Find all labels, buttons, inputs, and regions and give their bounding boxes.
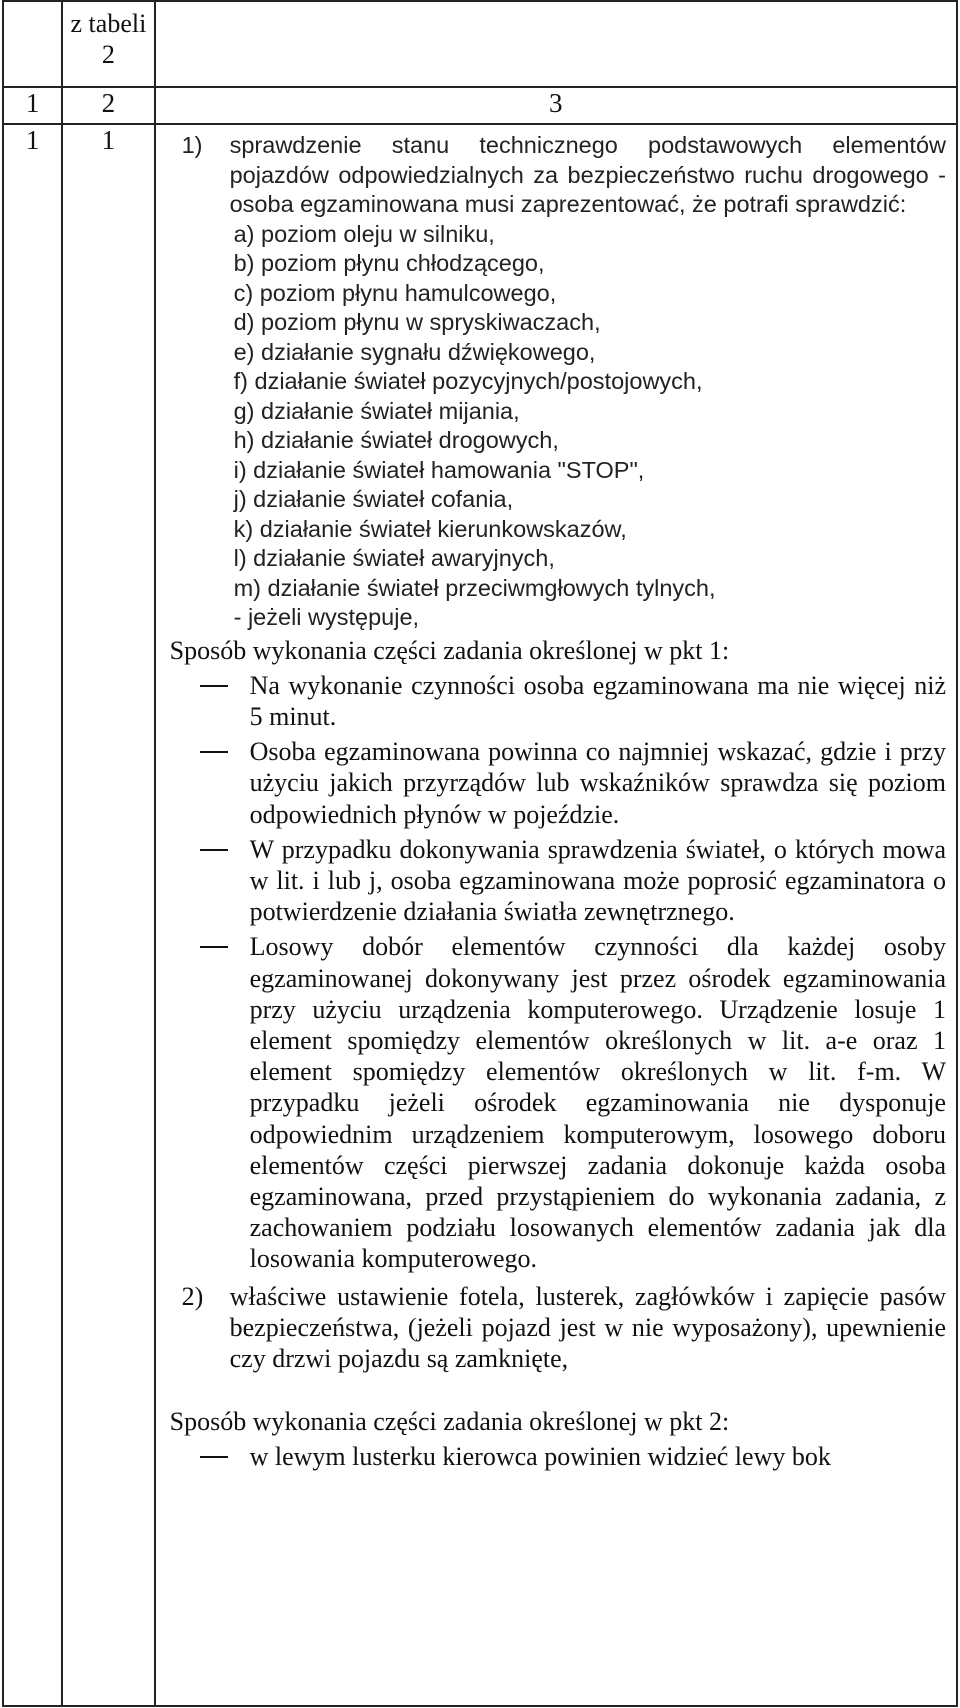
point-1 <box>170 131 946 220</box>
list-item: l) działanie świateł awaryjnych, <box>233 545 555 571</box>
task-row-col2: 1 <box>62 124 154 1706</box>
list-item: b) poziom płynu chłodzącego, <box>233 250 545 276</box>
dash-bullet-icon <box>170 670 250 732</box>
method-1-item-text: Osoba egzaminowana powinna co najmniej wskazać, gdzie i przy użyciu jakich przyrządów lub wskaźników sprawdza się poziom odpowiednich płynów w pojeździe. <box>249 737 946 829</box>
method-2-heading: Sposób wykonania części zadania określonej w pkt 2: <box>169 1407 730 1437</box>
task-row-col1: 1 <box>3 124 62 1706</box>
check-items-list <box>170 220 946 604</box>
column-number-1: 1 <box>3 87 62 124</box>
method-1-item <box>170 736 946 830</box>
list-item: i) działanie świateł hamowania "STOP", <box>233 456 645 483</box>
method-1-item-text: Losowy dobór elementów czynności dla każdej osoby egzaminowanej dokonywany jest przez ośrodek egzaminowania przy użyciu urządzenia komputerowego. Urządzenie losuje 1 element spomiędzy elementów określonych w lit. a-e oraz 1 element spomiędzy elementów określonych w lit. f-m. W przypadku jeżeli ośrodek egzaminowania nie dysponuje odpowiednim urządzeniem komputerowym, losowego doboru elementów części pierwszej zadania dokonuje każda osoba egzaminowana, przed przystąpieniem do wykonania zadania, z zachowaniem podziału losowanych elementów zadania jak dla losowania komputerowego. <box>249 932 946 1274</box>
regulation-table <box>2 0 958 1707</box>
method-1-item <box>170 670 946 732</box>
column-number-3: 3 <box>155 87 957 124</box>
method-1-item-text: W przypadku dokonywania sprawdzenia świateł, o których mowa w lit. i lub j, osoba egzaminowana może poprosić egzaminatora o potwierdzenie działania światła zewnętrznego. <box>249 834 946 927</box>
header-row <box>3 1 957 87</box>
method-1-item-text: Na wykonanie czynności osoba egzaminowana ma nie więcej niż 5 minut. <box>249 670 946 731</box>
method-2-item <box>170 1441 946 1472</box>
list-item: e) działanie sygnału dźwiękowego, <box>233 338 596 365</box>
point-1-number: 1) <box>181 132 203 158</box>
task-row <box>3 124 957 1706</box>
list-item: m) działanie świateł przeciwmgłowych tylnych, <box>233 574 716 601</box>
list-item: g) działanie świateł mijania, <box>233 397 520 424</box>
point-2-number: 2) <box>181 1281 204 1311</box>
task-description-cell <box>155 124 957 1706</box>
dash-bullet-icon <box>170 834 250 928</box>
column-number-2: 2 <box>62 87 154 124</box>
list-item: d) poziom płynu w spryskiwaczach, <box>233 309 601 335</box>
list-item: h) działanie świateł drogowych, <box>233 427 559 453</box>
list-item: c) poziom płynu hamulcowego, <box>233 279 557 306</box>
column-number-row <box>3 87 957 124</box>
header-cell-1 <box>3 1 62 87</box>
method-1-item <box>170 931 946 1274</box>
conditional-note: - jeżeli występuje, <box>233 604 420 630</box>
dash-bullet-icon <box>170 931 250 1274</box>
header-cell-source: z tabeli 2 <box>62 1 154 87</box>
dash-bullet-icon <box>170 736 250 830</box>
dash-bullet-icon <box>170 1441 250 1472</box>
list-item: a) poziom oleju w silniku, <box>233 220 495 247</box>
method-1-heading: Sposób wykonania części zadania określonej w pkt 1: <box>169 635 730 665</box>
list-item: j) działanie świateł cofania, <box>233 486 514 512</box>
point-2 <box>170 1281 946 1375</box>
header-cell-3 <box>155 1 957 87</box>
method-2-item-text: w lewym lusterku kierowca powinien widzieć lewy bok <box>249 1442 831 1472</box>
method-1-item <box>170 834 946 928</box>
point-1-text: sprawdzenie stanu technicznego podstawowych elementów pojazdów odpowiedzialnych za bezpieczeństwo ruchu drogowego - osoba egzaminowana musi zaprezentować, że potrafi sprawdzić: <box>229 132 946 217</box>
list-item: k) działanie świateł kierunkowskazów, <box>233 515 627 542</box>
point-2-text: właściwe ustawienie fotela, lusterek, zagłówków i zapięcie pasów bezpieczeństwa, (jeżeli pojazd jest w nie wyposażony), upewnienie czy drzwi pojazdu są zamknięte, <box>229 1281 946 1373</box>
list-item: f) działanie świateł pozycyjnych/postojowych, <box>233 368 703 394</box>
